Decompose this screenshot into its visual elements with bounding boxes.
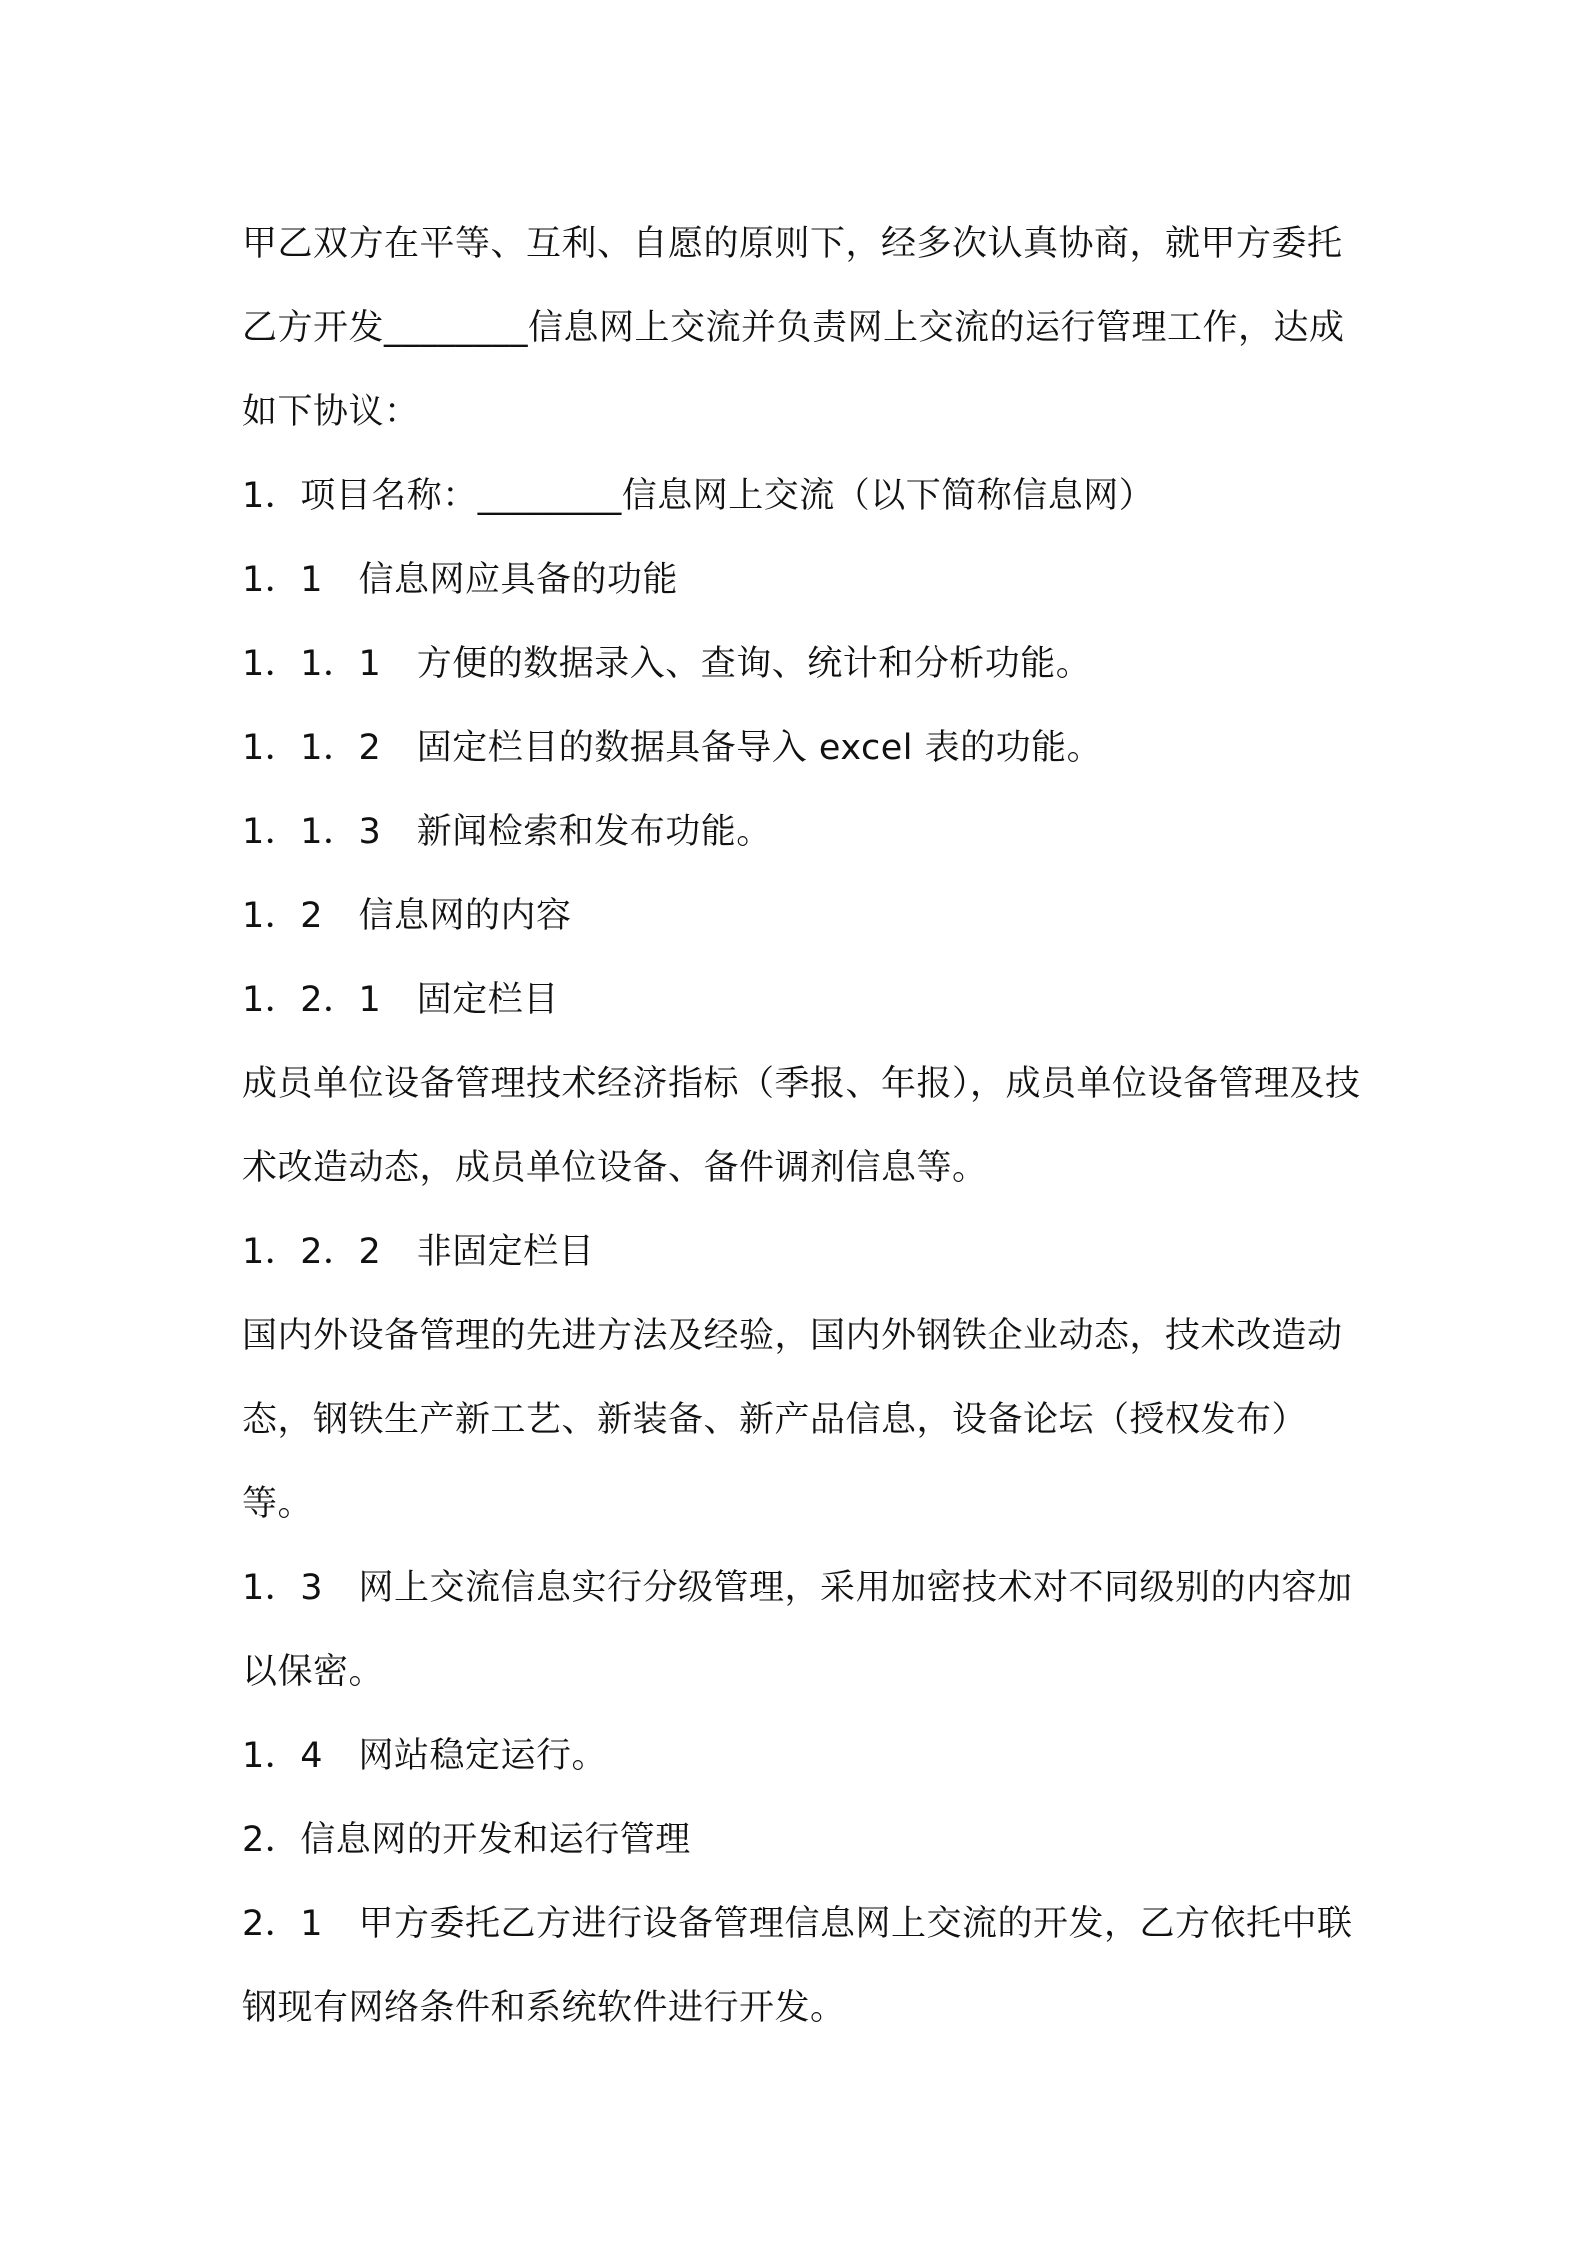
item-1-1-2: 1．1．2 固定栏目的数据具备导入 excel 表的功能。 [242, 728, 1103, 768]
section-1-1-heading: 1．1 信息网应具备的功能 [242, 560, 679, 600]
item-1-4: 1．4 网站稳定运行。 [242, 1736, 608, 1776]
paragraph-nonfixed-columns: 国内外设备管理的先进方法及经验，国内外钢铁企业动态，技术改造动态，钢铁生产新工艺、新装备、新产品信息，设备论坛（授权发布）等。 [242, 1316, 1343, 1524]
section-1-heading: 1．项目名称：________信息网上交流（以下简称信息网） [242, 476, 1155, 516]
item-2-1: 2．1 甲方委托乙方进行设备管理信息网上交流的开发，乙方依托中联钢现有网络条件和系统软件进行开发。 [242, 1904, 1353, 2028]
paragraph-intro: 甲乙双方在平等、互利、自愿的原则下，经多次认真协商，就甲方委托乙方开发________信息网上交流并负责网上交流的运行管理工作，达成如下协议： [242, 224, 1345, 432]
item-1-2-1-heading: 1．2．1 固定栏目 [242, 980, 559, 1020]
item-1-2-2-heading: 1．2．2 非固定栏目 [242, 1232, 595, 1272]
item-1-3: 1．3 网上交流信息实行分级管理，采用加密技术对不同级别的内容加以保密。 [242, 1568, 1353, 1692]
section-2-heading: 2．信息网的开发和运行管理 [242, 1820, 691, 1860]
item-1-1-3: 1．1．3 新闻检索和发布功能。 [242, 812, 772, 852]
paragraph-fixed-columns: 成员单位设备管理技术经济指标（季报、年报），成员单位设备管理及技术改造动态，成员单位设备、备件调剂信息等。 [242, 1064, 1361, 1188]
document-body [242, 202, 1362, 2050]
item-1-1-1: 1．1．1 方便的数据录入、查询、统计和分析功能。 [242, 644, 1092, 684]
section-1-2-heading: 1．2 信息网的内容 [242, 896, 572, 936]
